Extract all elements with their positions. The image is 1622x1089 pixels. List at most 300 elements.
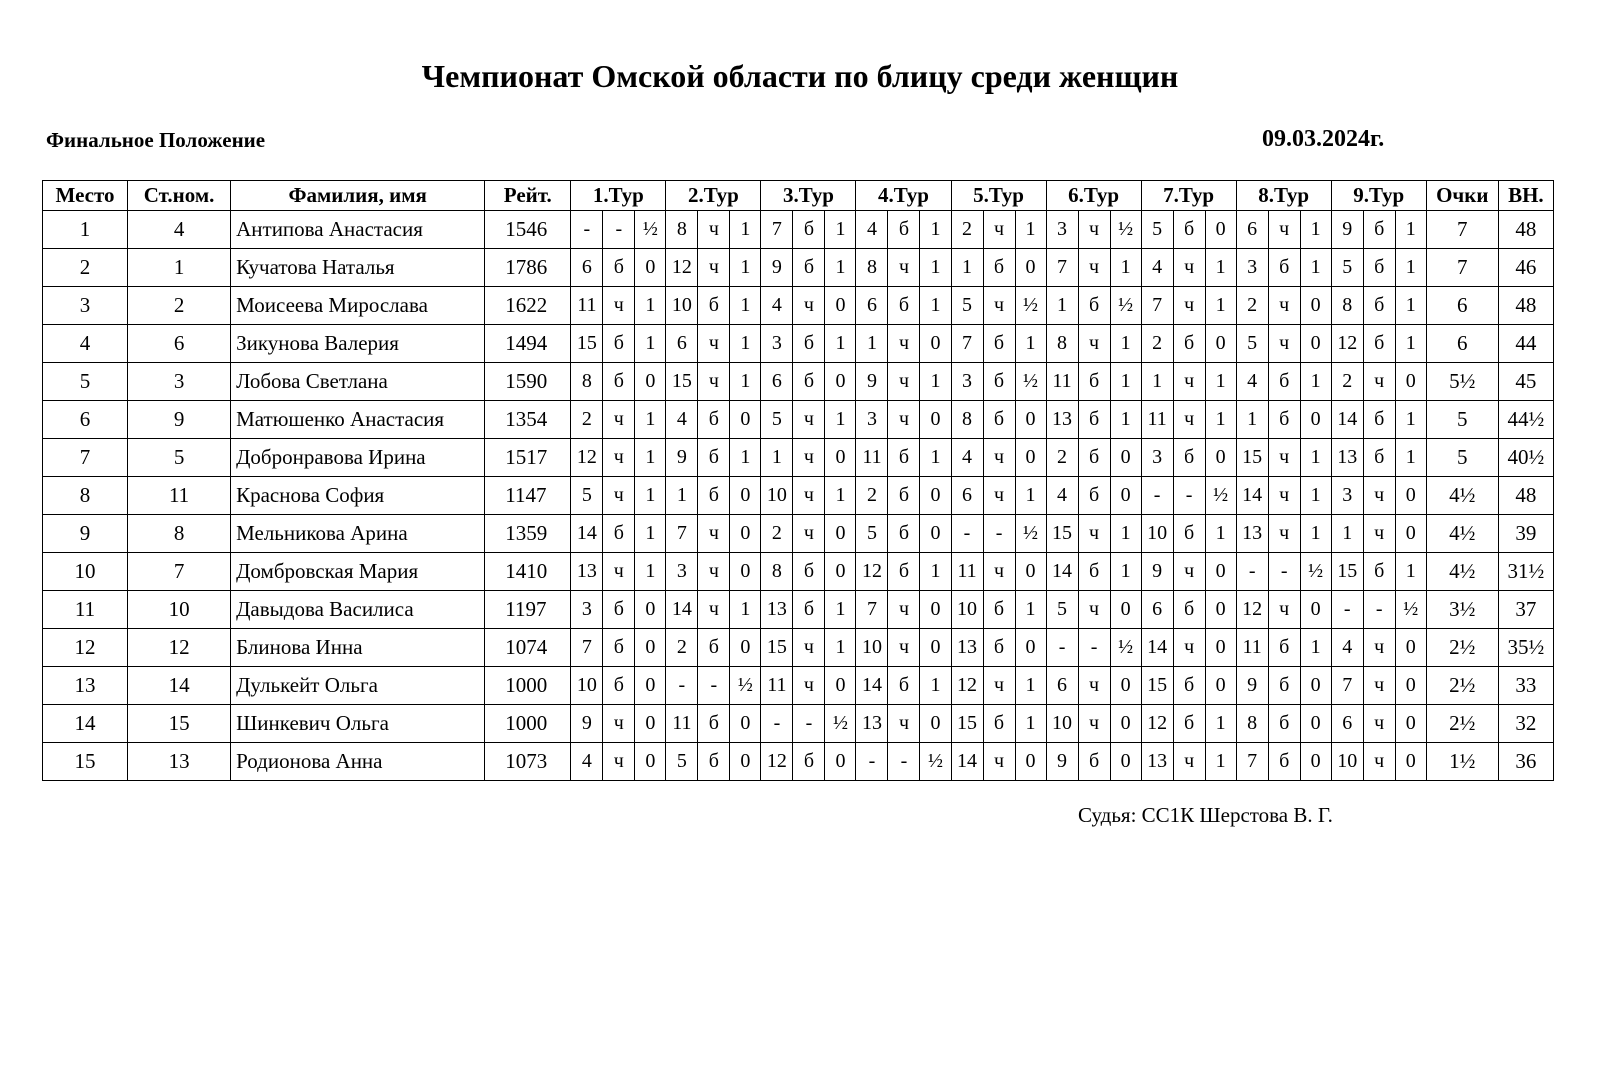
- round-color-cell: б: [1268, 743, 1300, 781]
- round-color-cell: ч: [1363, 667, 1395, 705]
- round-result-cell: 0: [825, 439, 856, 477]
- round-color-cell: б: [793, 363, 825, 401]
- round-color-cell: б: [1363, 249, 1395, 287]
- round-color-cell: ч: [603, 743, 635, 781]
- round-result-cell: 1: [1395, 553, 1426, 591]
- round-color-cell: ч: [888, 249, 920, 287]
- start-number-cell: 8: [128, 515, 231, 553]
- round-color-cell: ч: [698, 591, 730, 629]
- player-name-cell: Шинкевич Ольга: [231, 705, 485, 743]
- round-color-cell: ч: [983, 439, 1015, 477]
- round-opponent-cell: 11: [1141, 401, 1173, 439]
- player-name-cell: Моисеева Мирослава: [231, 287, 485, 325]
- round-result-cell: 1: [635, 515, 666, 553]
- round-result-cell: 1: [1205, 743, 1236, 781]
- round-opponent-cell: 5: [1331, 249, 1363, 287]
- round-color-cell: б: [1078, 553, 1110, 591]
- round-color-cell: ч: [603, 287, 635, 325]
- round-color-cell: б: [1363, 439, 1395, 477]
- round-opponent-cell: 14: [666, 591, 698, 629]
- round-opponent-cell: 4: [1141, 249, 1173, 287]
- round-color-cell: ч: [1363, 363, 1395, 401]
- round-result-cell: 0: [1015, 401, 1046, 439]
- round-color-cell: б: [603, 325, 635, 363]
- round-result-cell: 0: [1205, 439, 1236, 477]
- player-name-cell: Кучатова Наталья: [231, 249, 485, 287]
- round-opponent-cell: 8: [1046, 325, 1078, 363]
- round-result-cell: ½: [825, 705, 856, 743]
- round-color-cell: ч: [1078, 211, 1110, 249]
- round-opponent-cell: 8: [761, 553, 793, 591]
- round-color-cell: б: [1173, 705, 1205, 743]
- round-opponent-cell: 13: [1141, 743, 1173, 781]
- round-opponent-cell: -: [571, 211, 603, 249]
- round-opponent-cell: -: [1236, 553, 1268, 591]
- round-opponent-cell: 9: [1046, 743, 1078, 781]
- header-round-4: 4.Тур: [856, 181, 951, 211]
- rating-cell: 1786: [485, 249, 571, 287]
- round-color-cell: ч: [1268, 515, 1300, 553]
- rating-cell: 1000: [485, 705, 571, 743]
- round-color-cell: ч: [1268, 325, 1300, 363]
- table-row: [43, 439, 1554, 477]
- round-opponent-cell: 11: [571, 287, 603, 325]
- round-opponent-cell: 10: [1046, 705, 1078, 743]
- round-opponent-cell: 10: [666, 287, 698, 325]
- round-result-cell: ½: [920, 743, 951, 781]
- round-result-cell: 0: [1300, 591, 1331, 629]
- round-result-cell: 0: [1395, 477, 1426, 515]
- round-color-cell: б: [1363, 287, 1395, 325]
- rating-cell: 1074: [485, 629, 571, 667]
- round-opponent-cell: 1: [951, 249, 983, 287]
- round-result-cell: ½: [1015, 287, 1046, 325]
- round-color-cell: б: [888, 553, 920, 591]
- round-color-cell: ч: [603, 477, 635, 515]
- place-cell: 1: [43, 211, 128, 249]
- round-opponent-cell: 14: [951, 743, 983, 781]
- round-opponent-cell: 4: [951, 439, 983, 477]
- place-cell: 11: [43, 591, 128, 629]
- round-color-cell: б: [1268, 629, 1300, 667]
- round-color-cell: б: [1268, 667, 1300, 705]
- round-opponent-cell: 12: [1236, 591, 1268, 629]
- round-color-cell: ч: [888, 705, 920, 743]
- round-result-cell: 1: [1205, 515, 1236, 553]
- points-cell: 2½: [1426, 667, 1498, 705]
- tiebreak-cell: 48: [1498, 287, 1553, 325]
- round-result-cell: 1: [635, 287, 666, 325]
- points-cell: 6: [1426, 287, 1498, 325]
- round-color-cell: б: [698, 287, 730, 325]
- round-color-cell: ч: [1173, 363, 1205, 401]
- round-result-cell: 1: [635, 325, 666, 363]
- round-result-cell: 0: [825, 667, 856, 705]
- header-round-2: 2.Тур: [666, 181, 761, 211]
- header-round-3: 3.Тур: [761, 181, 856, 211]
- round-opponent-cell: 1: [761, 439, 793, 477]
- round-result-cell: 0: [1110, 591, 1141, 629]
- round-result-cell: ½: [1015, 515, 1046, 553]
- place-cell: 2: [43, 249, 128, 287]
- round-color-cell: ч: [983, 667, 1015, 705]
- round-opponent-cell: 1: [1046, 287, 1078, 325]
- round-result-cell: 0: [920, 401, 951, 439]
- round-opponent-cell: 7: [856, 591, 888, 629]
- round-color-cell: ч: [793, 667, 825, 705]
- player-name-cell: Зикунова Валерия: [231, 325, 485, 363]
- round-opponent-cell: 8: [666, 211, 698, 249]
- round-opponent-cell: 15: [1331, 553, 1363, 591]
- round-color-cell: ч: [603, 553, 635, 591]
- round-result-cell: 0: [1110, 667, 1141, 705]
- round-opponent-cell: 11: [1236, 629, 1268, 667]
- round-color-cell: ч: [793, 515, 825, 553]
- points-cell: 3½: [1426, 591, 1498, 629]
- place-cell: 9: [43, 515, 128, 553]
- round-color-cell: ч: [983, 743, 1015, 781]
- round-opponent-cell: 15: [1236, 439, 1268, 477]
- round-opponent-cell: 13: [1236, 515, 1268, 553]
- round-opponent-cell: 6: [761, 363, 793, 401]
- round-color-cell: б: [1363, 401, 1395, 439]
- round-opponent-cell: 8: [856, 249, 888, 287]
- round-opponent-cell: 4: [571, 743, 603, 781]
- round-color-cell: б: [1173, 667, 1205, 705]
- round-opponent-cell: 10: [761, 477, 793, 515]
- header-round-5: 5.Тур: [951, 181, 1046, 211]
- rating-cell: 1494: [485, 325, 571, 363]
- round-color-cell: -: [1363, 591, 1395, 629]
- round-color-cell: б: [1173, 211, 1205, 249]
- round-result-cell: ½: [635, 211, 666, 249]
- round-opponent-cell: 7: [666, 515, 698, 553]
- round-result-cell: 1: [1205, 363, 1236, 401]
- page-title: Чемпионат Омской области по блицу среди женщин: [421, 58, 1179, 94]
- round-result-cell: 1: [1395, 287, 1426, 325]
- round-result-cell: ½: [730, 667, 761, 705]
- start-number-cell: 7: [128, 553, 231, 591]
- round-result-cell: 0: [635, 743, 666, 781]
- round-opponent-cell: 9: [761, 249, 793, 287]
- round-result-cell: 0: [1300, 667, 1331, 705]
- round-color-cell: ч: [1173, 401, 1205, 439]
- round-opponent-cell: 5: [1141, 211, 1173, 249]
- round-opponent-cell: 6: [951, 477, 983, 515]
- points-cell: 7: [1426, 211, 1498, 249]
- player-name-cell: Антипова Анастасия: [231, 211, 485, 249]
- round-result-cell: 0: [1300, 287, 1331, 325]
- round-opponent-cell: 10: [571, 667, 603, 705]
- round-result-cell: 1: [1395, 439, 1426, 477]
- tournament-date: 09.03.2024г.: [1262, 126, 1385, 152]
- round-opponent-cell: 4: [856, 211, 888, 249]
- round-opponent-cell: 5: [666, 743, 698, 781]
- points-cell: 5: [1426, 401, 1498, 439]
- round-color-cell: б: [888, 211, 920, 249]
- round-color-cell: ч: [1078, 667, 1110, 705]
- round-result-cell: 1: [635, 439, 666, 477]
- round-result-cell: 1: [1015, 477, 1046, 515]
- tiebreak-cell: 46: [1498, 249, 1553, 287]
- player-name-cell: Краснова София: [231, 477, 485, 515]
- rating-cell: 1546: [485, 211, 571, 249]
- start-number-cell: 5: [128, 439, 231, 477]
- round-result-cell: 1: [635, 477, 666, 515]
- round-opponent-cell: 4: [1236, 363, 1268, 401]
- round-color-cell: ч: [1078, 249, 1110, 287]
- round-color-cell: ч: [1268, 477, 1300, 515]
- round-color-cell: б: [888, 287, 920, 325]
- round-color-cell: б: [888, 667, 920, 705]
- round-result-cell: 0: [635, 363, 666, 401]
- place-cell: 4: [43, 325, 128, 363]
- round-opponent-cell: -: [666, 667, 698, 705]
- round-opponent-cell: 14: [1236, 477, 1268, 515]
- round-opponent-cell: 11: [856, 439, 888, 477]
- round-color-cell: б: [983, 325, 1015, 363]
- round-result-cell: 0: [635, 705, 666, 743]
- round-opponent-cell: 11: [1046, 363, 1078, 401]
- round-opponent-cell: 3: [571, 591, 603, 629]
- rating-cell: 1590: [485, 363, 571, 401]
- round-color-cell: ч: [698, 363, 730, 401]
- round-color-cell: ч: [793, 439, 825, 477]
- start-number-cell: 12: [128, 629, 231, 667]
- round-result-cell: 0: [730, 743, 761, 781]
- round-result-cell: 0: [920, 629, 951, 667]
- start-number-cell: 2: [128, 287, 231, 325]
- round-opponent-cell: 11: [666, 705, 698, 743]
- round-opponent-cell: -: [761, 705, 793, 743]
- round-result-cell: 0: [1110, 743, 1141, 781]
- round-result-cell: 0: [1205, 211, 1236, 249]
- round-opponent-cell: 5: [571, 477, 603, 515]
- table-row: [43, 249, 1554, 287]
- start-number-cell: 11: [128, 477, 231, 515]
- place-cell: 3: [43, 287, 128, 325]
- tiebreak-cell: 31½: [1498, 553, 1553, 591]
- round-result-cell: 1: [1110, 249, 1141, 287]
- tiebreak-cell: 37: [1498, 591, 1553, 629]
- round-opponent-cell: 1: [1331, 515, 1363, 553]
- round-color-cell: б: [1363, 325, 1395, 363]
- round-opponent-cell: 9: [1331, 211, 1363, 249]
- round-color-cell: б: [793, 249, 825, 287]
- round-opponent-cell: 8: [571, 363, 603, 401]
- round-color-cell: ч: [983, 287, 1015, 325]
- tiebreak-cell: 32: [1498, 705, 1553, 743]
- round-opponent-cell: 13: [1331, 439, 1363, 477]
- round-color-cell: б: [793, 591, 825, 629]
- round-result-cell: 1: [1300, 477, 1331, 515]
- round-result-cell: 1: [1110, 515, 1141, 553]
- round-color-cell: б: [603, 363, 635, 401]
- round-color-cell: ч: [1173, 743, 1205, 781]
- round-opponent-cell: 2: [1236, 287, 1268, 325]
- round-opponent-cell: 3: [951, 363, 983, 401]
- round-color-cell: б: [1173, 591, 1205, 629]
- round-color-cell: б: [1173, 515, 1205, 553]
- player-name-cell: Давыдова Василиса: [231, 591, 485, 629]
- table-row: [43, 211, 1554, 249]
- round-opponent-cell: 13: [856, 705, 888, 743]
- round-opponent-cell: 15: [951, 705, 983, 743]
- round-result-cell: 1: [920, 553, 951, 591]
- round-color-cell: б: [1173, 325, 1205, 363]
- round-result-cell: 1: [920, 439, 951, 477]
- round-result-cell: 0: [825, 287, 856, 325]
- round-color-cell: ч: [888, 591, 920, 629]
- tiebreak-cell: 48: [1498, 477, 1553, 515]
- header-round-6: 6.Тур: [1046, 181, 1141, 211]
- player-name-cell: Родионова Анна: [231, 743, 485, 781]
- round-opponent-cell: 10: [1331, 743, 1363, 781]
- round-opponent-cell: 1: [666, 477, 698, 515]
- round-result-cell: 1: [635, 401, 666, 439]
- round-color-cell: б: [1078, 401, 1110, 439]
- round-color-cell: б: [983, 249, 1015, 287]
- round-opponent-cell: 7: [951, 325, 983, 363]
- round-result-cell: 0: [635, 249, 666, 287]
- round-color-cell: б: [603, 249, 635, 287]
- round-opponent-cell: 4: [1046, 477, 1078, 515]
- points-cell: 4½: [1426, 515, 1498, 553]
- round-color-cell: ч: [1268, 211, 1300, 249]
- start-number-cell: 3: [128, 363, 231, 401]
- round-opponent-cell: 7: [1236, 743, 1268, 781]
- round-result-cell: 1: [1300, 249, 1331, 287]
- round-color-cell: ч: [888, 629, 920, 667]
- round-opponent-cell: 2: [666, 629, 698, 667]
- round-color-cell: -: [1173, 477, 1205, 515]
- round-color-cell: ч: [888, 363, 920, 401]
- round-opponent-cell: 2: [951, 211, 983, 249]
- round-result-cell: 1: [1205, 287, 1236, 325]
- round-opponent-cell: 7: [571, 629, 603, 667]
- points-cell: 4½: [1426, 553, 1498, 591]
- round-color-cell: -: [983, 515, 1015, 553]
- place-cell: 14: [43, 705, 128, 743]
- header-row: [43, 181, 1554, 211]
- round-opponent-cell: 5: [1046, 591, 1078, 629]
- round-color-cell: ч: [888, 325, 920, 363]
- round-opponent-cell: 15: [666, 363, 698, 401]
- round-color-cell: ч: [1363, 629, 1395, 667]
- round-color-cell: ч: [1268, 287, 1300, 325]
- round-color-cell: -: [1078, 629, 1110, 667]
- round-opponent-cell: 12: [666, 249, 698, 287]
- header-rating: Рейт.: [485, 181, 571, 211]
- round-color-cell: б: [1363, 553, 1395, 591]
- round-opponent-cell: 12: [951, 667, 983, 705]
- round-result-cell: 1: [730, 439, 761, 477]
- round-opponent-cell: -: [1331, 591, 1363, 629]
- round-result-cell: 0: [1205, 629, 1236, 667]
- round-opponent-cell: 15: [761, 629, 793, 667]
- round-opponent-cell: 6: [856, 287, 888, 325]
- place-cell: 5: [43, 363, 128, 401]
- round-color-cell: ч: [603, 705, 635, 743]
- place-cell: 10: [43, 553, 128, 591]
- player-name-cell: Лобова Светлана: [231, 363, 485, 401]
- round-result-cell: 1: [1205, 249, 1236, 287]
- round-color-cell: ч: [793, 629, 825, 667]
- header-round-1: 1.Тур: [571, 181, 666, 211]
- round-result-cell: 1: [730, 325, 761, 363]
- round-result-cell: 1: [1110, 401, 1141, 439]
- round-opponent-cell: 7: [1046, 249, 1078, 287]
- round-result-cell: 1: [1205, 401, 1236, 439]
- round-result-cell: 1: [825, 211, 856, 249]
- round-color-cell: б: [698, 705, 730, 743]
- round-result-cell: 0: [730, 629, 761, 667]
- round-color-cell: ч: [793, 477, 825, 515]
- rating-cell: 1354: [485, 401, 571, 439]
- rating-cell: 1359: [485, 515, 571, 553]
- final-standings-label: Финальное Положение: [46, 128, 266, 152]
- round-result-cell: 0: [730, 553, 761, 591]
- round-opponent-cell: -: [1141, 477, 1173, 515]
- round-color-cell: б: [983, 591, 1015, 629]
- round-result-cell: 0: [1300, 743, 1331, 781]
- round-result-cell: 0: [1395, 363, 1426, 401]
- round-color-cell: б: [603, 629, 635, 667]
- round-result-cell: 1: [1395, 325, 1426, 363]
- tiebreak-cell: 33: [1498, 667, 1553, 705]
- judge-signature: Судья: СС1К Шерстова В. Г.: [1078, 803, 1333, 827]
- round-color-cell: ч: [698, 553, 730, 591]
- tiebreak-cell: 45: [1498, 363, 1553, 401]
- round-opponent-cell: 15: [571, 325, 603, 363]
- round-color-cell: -: [603, 211, 635, 249]
- round-result-cell: 1: [1015, 325, 1046, 363]
- round-opponent-cell: 3: [1331, 477, 1363, 515]
- round-result-cell: 0: [1015, 629, 1046, 667]
- round-color-cell: б: [983, 363, 1015, 401]
- round-result-cell: 1: [1300, 439, 1331, 477]
- place-cell: 8: [43, 477, 128, 515]
- round-opponent-cell: 12: [1141, 705, 1173, 743]
- tiebreak-cell: 35½: [1498, 629, 1553, 667]
- header-place: Место: [43, 181, 128, 211]
- round-result-cell: 1: [920, 363, 951, 401]
- tiebreak-cell: 36: [1498, 743, 1553, 781]
- round-opponent-cell: -: [951, 515, 983, 553]
- round-opponent-cell: 2: [761, 515, 793, 553]
- round-opponent-cell: 10: [951, 591, 983, 629]
- round-opponent-cell: 7: [761, 211, 793, 249]
- round-result-cell: 1: [1110, 363, 1141, 401]
- start-number-cell: 4: [128, 211, 231, 249]
- round-opponent-cell: 8: [951, 401, 983, 439]
- round-opponent-cell: -: [1046, 629, 1078, 667]
- round-opponent-cell: 4: [666, 401, 698, 439]
- round-color-cell: ч: [983, 211, 1015, 249]
- round-opponent-cell: 8: [1236, 705, 1268, 743]
- round-result-cell: 1: [730, 591, 761, 629]
- rating-cell: 1000: [485, 667, 571, 705]
- round-color-cell: ч: [1173, 249, 1205, 287]
- round-opponent-cell: 13: [761, 591, 793, 629]
- points-cell: 2½: [1426, 705, 1498, 743]
- round-result-cell: 1: [1015, 667, 1046, 705]
- header-round-7: 7.Тур: [1141, 181, 1236, 211]
- table-row: [43, 515, 1554, 553]
- round-result-cell: 1: [1300, 515, 1331, 553]
- round-opponent-cell: 6: [1046, 667, 1078, 705]
- round-result-cell: 1: [825, 477, 856, 515]
